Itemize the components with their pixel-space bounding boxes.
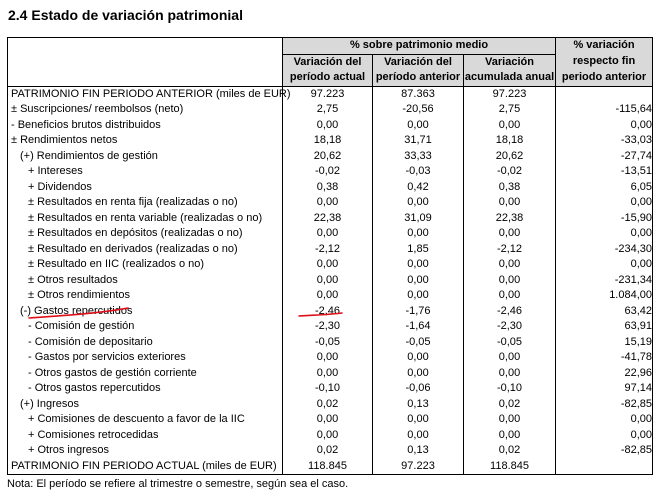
value-annual-cumulative: 0,00 bbox=[464, 288, 556, 304]
value-previous-period: 87.363 bbox=[373, 86, 464, 102]
row-label: ± Resultados en renta variable (realizadas o no) bbox=[8, 211, 283, 227]
value-current-period: 0,00 bbox=[283, 257, 373, 273]
value-previous-period: 97.223 bbox=[373, 459, 464, 475]
col4-header-line1: % variación bbox=[556, 38, 653, 55]
value-current-period: 118.845 bbox=[283, 459, 373, 475]
value-annual-cumulative: 22,38 bbox=[464, 211, 556, 227]
group-header: % sobre patrimonio medio bbox=[283, 38, 556, 55]
table-row bbox=[8, 443, 653, 459]
value-current-period: -0,02 bbox=[283, 164, 373, 180]
table-row bbox=[8, 242, 653, 258]
col1-header-line2: período actual bbox=[283, 70, 373, 86]
value-current-period: 0,02 bbox=[283, 397, 373, 413]
table-row bbox=[8, 350, 653, 366]
value-current-period: 18,18 bbox=[283, 133, 373, 149]
value-pct-change: 0,00 bbox=[556, 118, 653, 134]
value-pct-change: 63,91 bbox=[556, 319, 653, 335]
table-row bbox=[8, 257, 653, 273]
value-annual-cumulative: 0,00 bbox=[464, 118, 556, 134]
row-label: ± Rendimientos netos bbox=[8, 133, 283, 149]
row-label: (+) Ingresos bbox=[8, 397, 283, 413]
value-pct-change: 0,00 bbox=[556, 257, 653, 273]
table-row bbox=[8, 428, 653, 444]
row-label: - Comisión de gestión bbox=[8, 319, 283, 335]
row-label: PATRIMONIO FIN PERIODO ACTUAL (miles de EUR) bbox=[8, 459, 283, 475]
value-pct-change bbox=[556, 459, 653, 475]
value-pct-change: 63,42 bbox=[556, 304, 653, 320]
row-label: (+) Rendimientos de gestión bbox=[8, 149, 283, 165]
variation-table bbox=[7, 37, 653, 475]
value-previous-period: -1,64 bbox=[373, 319, 464, 335]
row-label: - Otros gastos de gestión corriente bbox=[8, 366, 283, 382]
row-label: PATRIMONIO FIN PERIODO ANTERIOR (miles de EUR) bbox=[8, 86, 283, 102]
value-annual-cumulative: 0,00 bbox=[464, 226, 556, 242]
value-previous-period: 0,00 bbox=[373, 195, 464, 211]
value-current-period: 2,75 bbox=[283, 102, 373, 118]
value-pct-change: 0,00 bbox=[556, 412, 653, 428]
value-previous-period: 33,33 bbox=[373, 149, 464, 165]
row-label: - Otros gastos repercutidos bbox=[8, 381, 283, 397]
value-pct-change: -115,64 bbox=[556, 102, 653, 118]
row-label: ± Resultado en derivados (realizadas o no) bbox=[8, 242, 283, 258]
value-current-period: 22,38 bbox=[283, 211, 373, 227]
value-pct-change: 6,05 bbox=[556, 180, 653, 196]
row-label: - Gastos por servicios exteriores bbox=[8, 350, 283, 366]
value-previous-period: 0,00 bbox=[373, 226, 464, 242]
value-previous-period: 31,71 bbox=[373, 133, 464, 149]
table-row bbox=[8, 412, 653, 428]
value-previous-period: 0,00 bbox=[373, 257, 464, 273]
table-row bbox=[8, 366, 653, 382]
section-title: 2.4 Estado de variación patrimonial bbox=[8, 7, 243, 23]
row-label: - Comisión de depositario bbox=[8, 335, 283, 351]
table-body bbox=[8, 86, 653, 475]
value-annual-cumulative: 0,00 bbox=[464, 428, 556, 444]
value-annual-cumulative: -2,46 bbox=[464, 304, 556, 320]
value-pct-change: -82,85 bbox=[556, 443, 653, 459]
value-pct-change: -82,85 bbox=[556, 397, 653, 413]
table-row bbox=[8, 149, 653, 165]
table-row bbox=[8, 133, 653, 149]
value-previous-period: -0,03 bbox=[373, 164, 464, 180]
value-pct-change: -15,90 bbox=[556, 211, 653, 227]
col3-header-line2: acumulada anual bbox=[464, 70, 556, 86]
value-annual-cumulative: 0,00 bbox=[464, 366, 556, 382]
value-annual-cumulative: 0,00 bbox=[464, 350, 556, 366]
value-current-period: -2,46 bbox=[283, 304, 373, 320]
col3-header-line1: Variación bbox=[464, 54, 556, 70]
table-row bbox=[8, 211, 653, 227]
value-pct-change bbox=[556, 86, 653, 102]
row-label: + Otros ingresos bbox=[8, 443, 283, 459]
value-current-period: 0,00 bbox=[283, 273, 373, 289]
col1-header-line1: Variación del bbox=[283, 54, 373, 70]
value-annual-cumulative: -0,05 bbox=[464, 335, 556, 351]
table-row bbox=[8, 304, 653, 320]
header-row-1 bbox=[8, 38, 653, 55]
value-previous-period: 0,00 bbox=[373, 350, 464, 366]
table-row bbox=[8, 164, 653, 180]
value-pct-change: 15,19 bbox=[556, 335, 653, 351]
value-previous-period: 0,00 bbox=[373, 273, 464, 289]
value-annual-cumulative: 0,02 bbox=[464, 443, 556, 459]
value-pct-change: 0,00 bbox=[556, 195, 653, 211]
col2-header-line2: período anterior bbox=[373, 70, 464, 86]
value-current-period: 0,38 bbox=[283, 180, 373, 196]
value-annual-cumulative: 0,00 bbox=[464, 257, 556, 273]
row-label: ± Resultado en IIC (realizados o no) bbox=[8, 257, 283, 273]
value-pct-change: -41,78 bbox=[556, 350, 653, 366]
row-label: ± Suscripciones/ reembolsos (neto) bbox=[8, 102, 283, 118]
value-previous-period: 0,00 bbox=[373, 118, 464, 134]
value-previous-period: 0,00 bbox=[373, 428, 464, 444]
value-current-period: 0,00 bbox=[283, 412, 373, 428]
table-row bbox=[8, 118, 653, 134]
value-previous-period: -20,56 bbox=[373, 102, 464, 118]
table-row bbox=[8, 381, 653, 397]
table-row bbox=[8, 226, 653, 242]
value-previous-period: 0,42 bbox=[373, 180, 464, 196]
value-pct-change: 1.084,00 bbox=[556, 288, 653, 304]
table-row bbox=[8, 397, 653, 413]
value-current-period: 0,00 bbox=[283, 288, 373, 304]
value-annual-cumulative: -0,02 bbox=[464, 164, 556, 180]
value-annual-cumulative: 20,62 bbox=[464, 149, 556, 165]
table-row bbox=[8, 335, 653, 351]
value-current-period: 97.223 bbox=[283, 86, 373, 102]
value-previous-period: 31,09 bbox=[373, 211, 464, 227]
value-previous-period: 0,00 bbox=[373, 288, 464, 304]
value-previous-period: 0,00 bbox=[373, 412, 464, 428]
value-previous-period: -0,05 bbox=[373, 335, 464, 351]
value-annual-cumulative: 0,00 bbox=[464, 412, 556, 428]
row-label: + Comisiones de descuento a favor de la IIC bbox=[8, 412, 283, 428]
value-current-period: -0,10 bbox=[283, 381, 373, 397]
value-current-period: 0,00 bbox=[283, 226, 373, 242]
value-current-period: 0,02 bbox=[283, 443, 373, 459]
value-previous-period: -0,06 bbox=[373, 381, 464, 397]
row-label: (-) Gastos repercutidos bbox=[8, 304, 283, 320]
value-annual-cumulative: -2,30 bbox=[464, 319, 556, 335]
value-current-period: -2,30 bbox=[283, 319, 373, 335]
value-annual-cumulative: 0,00 bbox=[464, 273, 556, 289]
value-current-period: 0,00 bbox=[283, 350, 373, 366]
table-row bbox=[8, 273, 653, 289]
table-row bbox=[8, 102, 653, 118]
value-current-period: 0,00 bbox=[283, 428, 373, 444]
value-current-period: -2,12 bbox=[283, 242, 373, 258]
value-current-period: 0,00 bbox=[283, 118, 373, 134]
value-annual-cumulative: 97.223 bbox=[464, 86, 556, 102]
value-annual-cumulative: -2,12 bbox=[464, 242, 556, 258]
header-row-3 bbox=[8, 70, 653, 86]
value-previous-period: 0,13 bbox=[373, 443, 464, 459]
value-pct-change: -13,51 bbox=[556, 164, 653, 180]
value-current-period: -0,05 bbox=[283, 335, 373, 351]
value-current-period: 20,62 bbox=[283, 149, 373, 165]
table-row bbox=[8, 195, 653, 211]
value-pct-change: 0,00 bbox=[556, 226, 653, 242]
value-previous-period: -1,76 bbox=[373, 304, 464, 320]
value-annual-cumulative: 2,75 bbox=[464, 102, 556, 118]
value-annual-cumulative: 118.845 bbox=[464, 459, 556, 475]
row-label: + Intereses bbox=[8, 164, 283, 180]
header-row-2 bbox=[8, 54, 653, 70]
value-pct-change: -33,03 bbox=[556, 133, 653, 149]
col4-header-line3: periodo anterior bbox=[556, 70, 653, 86]
table-row bbox=[8, 319, 653, 335]
footnote: Nota: El período se refiere al trimestre o semestre, según sea el caso. bbox=[7, 478, 349, 490]
table-row bbox=[8, 86, 653, 102]
row-label: ± Otros resultados bbox=[8, 273, 283, 289]
col2-header-line1: Variación del bbox=[373, 54, 464, 70]
value-current-period: 0,00 bbox=[283, 366, 373, 382]
value-pct-change: -27,74 bbox=[556, 149, 653, 165]
value-previous-period: 0,13 bbox=[373, 397, 464, 413]
row-label: + Dividendos bbox=[8, 180, 283, 196]
row-label: + Comisiones retrocedidas bbox=[8, 428, 283, 444]
row-label: - Beneficios brutos distribuidos bbox=[8, 118, 283, 134]
value-pct-change: 0,00 bbox=[556, 428, 653, 444]
row-label: ± Otros rendimientos bbox=[8, 288, 283, 304]
value-annual-cumulative: -0,10 bbox=[464, 381, 556, 397]
value-annual-cumulative: 0,02 bbox=[464, 397, 556, 413]
table-row bbox=[8, 288, 653, 304]
value-previous-period: 1,85 bbox=[373, 242, 464, 258]
value-previous-period: 0,00 bbox=[373, 366, 464, 382]
value-annual-cumulative: 0,38 bbox=[464, 180, 556, 196]
row-label: ± Resultados en depósitos (realizadas o no) bbox=[8, 226, 283, 242]
table-row bbox=[8, 180, 653, 196]
value-pct-change: -231,34 bbox=[556, 273, 653, 289]
value-current-period: 0,00 bbox=[283, 195, 373, 211]
value-annual-cumulative: 18,18 bbox=[464, 133, 556, 149]
value-annual-cumulative: 0,00 bbox=[464, 195, 556, 211]
value-pct-change: -234,30 bbox=[556, 242, 653, 258]
row-label: ± Resultados en renta fija (realizadas o no) bbox=[8, 195, 283, 211]
col4-header-line2: respecto fin bbox=[556, 54, 653, 70]
table-row bbox=[8, 459, 653, 475]
value-pct-change: 97,14 bbox=[556, 381, 653, 397]
value-pct-change: 22,96 bbox=[556, 366, 653, 382]
